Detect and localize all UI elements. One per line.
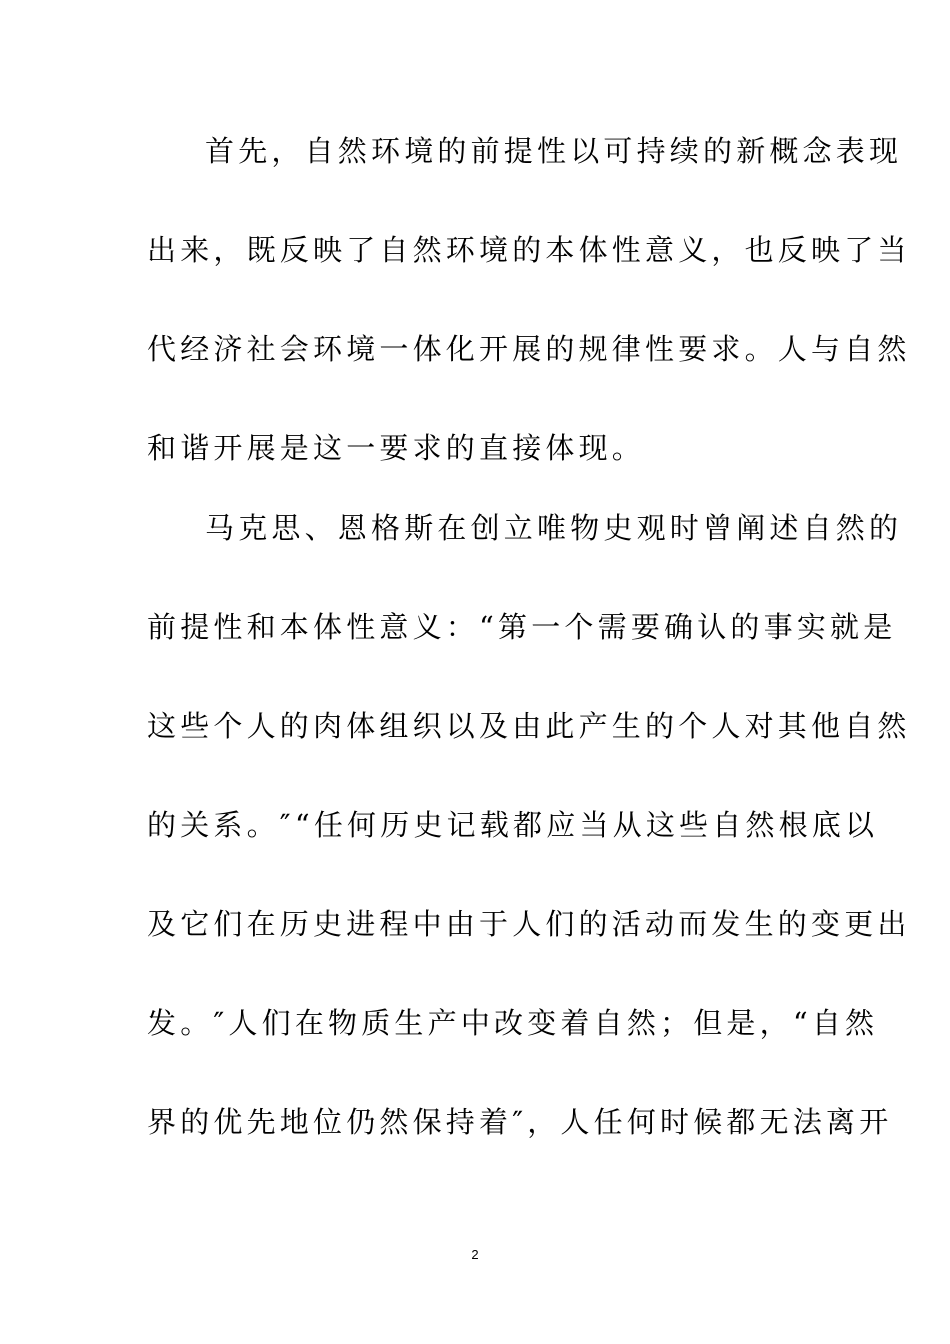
page-number: 2 <box>471 1247 479 1262</box>
paragraph-2-line-7: 界的优先地位仍然保持着″，人任何时候都无法离开 <box>147 1105 893 1139</box>
paragraph-1-line-3: 代经济社会环境一体化开展的规律性要求。人与自然 <box>147 332 911 366</box>
paragraph-2-line-5: 及它们在历史进程中由于人们的活动而发生的变更出 <box>147 907 911 941</box>
paragraph-2-line-6: 发。″人们在物质生产中改变着自然；但是，“自然 <box>147 1006 879 1040</box>
paragraph-1-line-2: 出来，既反映了自然环境的本体性意义，也反映了当 <box>147 233 911 267</box>
paragraph-1-line-1: 首先，自然环境的前提性以可持续的新概念表现 <box>205 134 903 168</box>
paragraph-2-line-1: 马克思、恩格斯在创立唯物史观时曾阐述自然的 <box>205 511 903 545</box>
paragraph-2-line-2: 前提性和本体性意义：“第一个需要确认的事实就是 <box>147 610 897 644</box>
paragraph-2-line-4: 的关系。″“任何历史记载都应当从这些自然根底以 <box>147 808 879 842</box>
paragraph-2-line-3: 这些个人的肉体组织以及由此产生的个人对其他自然 <box>147 709 911 743</box>
paragraph-1-line-4: 和谐开展是这一要求的直接体现。 <box>147 431 646 465</box>
